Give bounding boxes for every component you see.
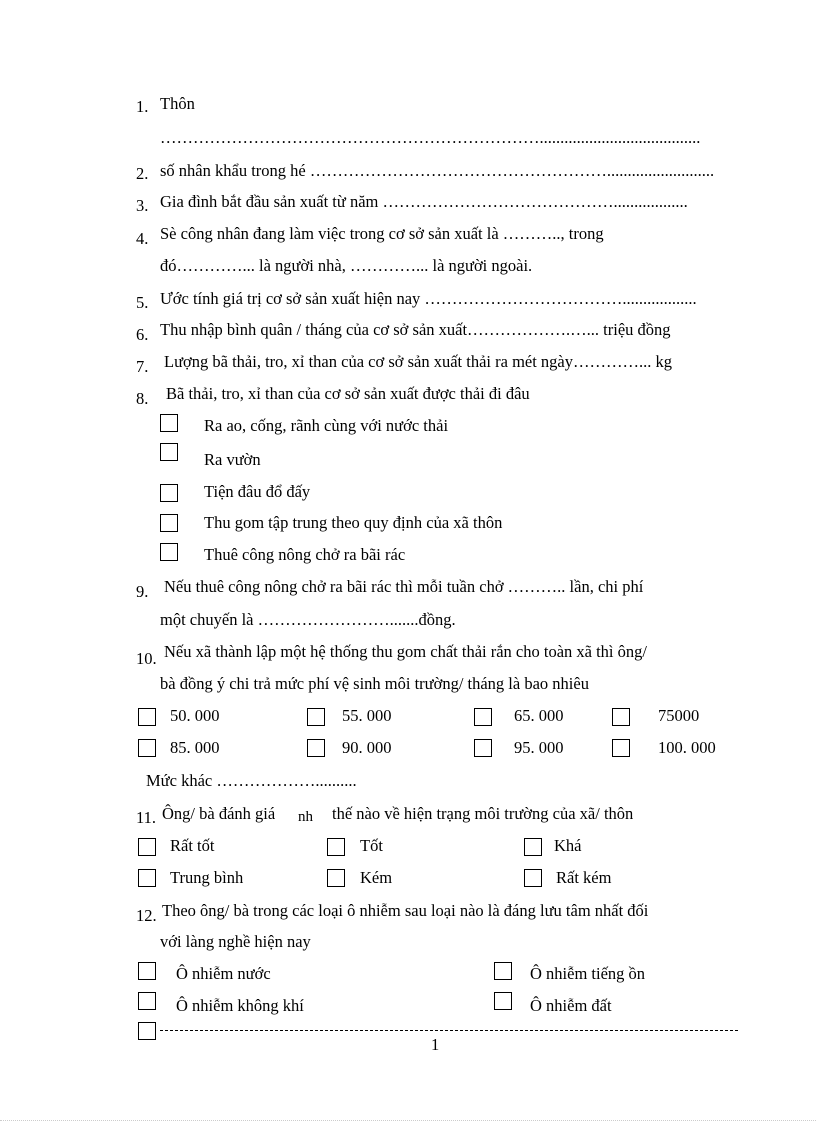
q11-option-good-checkbox[interactable] <box>327 838 345 856</box>
q10-option-95000-checkbox[interactable] <box>474 739 492 757</box>
q12-number: 12. <box>136 906 157 925</box>
q10-option-90000-checkbox[interactable] <box>307 739 325 757</box>
q10-number: 10. <box>136 649 157 668</box>
q11-option-fair-label: Khá <box>554 836 582 855</box>
q7-number: 7. <box>136 357 149 376</box>
q8-option-3-checkbox[interactable] <box>160 484 178 502</box>
q1-number: 1. <box>136 97 149 116</box>
q10-option-65000-label: 65. 000 <box>514 706 564 725</box>
page-number: 1 <box>431 1035 440 1054</box>
q8-option-4-label: Thu gom tập trung theo quy định của xã thôn <box>204 513 503 532</box>
q5-number: 5. <box>136 293 149 312</box>
q7-label: Lượng bã thải, tro, xỉ than của cơ sở sản xuất thải ra mét ngày…………... kg <box>164 352 673 371</box>
q4-number: 4. <box>136 229 149 248</box>
q3-label: Gia đình bắt đầu sản xuất từ năm …………………………………….................. <box>160 192 688 211</box>
q11-option-average-label: Trung bình <box>170 868 244 887</box>
q2-label: số nhân khẩu trong hé ……………………………………………….......................... <box>160 161 715 180</box>
q11-label-nh: nh <box>298 809 313 825</box>
q8-option-1-label: Ra ao, cống, rãnh cùng với nước thải <box>204 416 449 435</box>
q1-answer-line[interactable]: ……………………………………………………………....................................... <box>160 128 701 147</box>
q8-option-5-checkbox[interactable] <box>160 543 178 561</box>
q8-label: Bã thải, tro, xỉ than của cơ sở sản xuất được thải đi đâu <box>166 384 530 403</box>
q1-label: Thôn <box>160 94 195 113</box>
q6-number: 6. <box>136 325 149 344</box>
q12-option-extra-checkbox[interactable] <box>138 1022 156 1040</box>
q11-option-poor-label: Kém <box>360 868 393 887</box>
q9-number: 9. <box>136 582 149 601</box>
q11-option-very-good-label: Rất tốt <box>170 836 215 855</box>
q12-option-air-label: Ô nhiễm không khí <box>176 996 304 1015</box>
q10-option-65000-checkbox[interactable] <box>474 708 492 726</box>
q11-number: 11. <box>136 808 157 827</box>
q8-option-2-checkbox[interactable] <box>160 443 178 461</box>
q11-label-part1: Ông/ bà đánh giá <box>162 804 276 823</box>
q10-option-75000-checkbox[interactable] <box>612 708 630 726</box>
q3-number: 3. <box>136 196 149 215</box>
q10-option-100000-label: 100. 000 <box>658 738 716 757</box>
q11-option-very-good-checkbox[interactable] <box>138 838 156 856</box>
q9-label-line2: một chuyến là …………………….......đồng. <box>160 610 456 629</box>
q12-option-soil-checkbox[interactable] <box>494 992 512 1010</box>
q10-option-100000-checkbox[interactable] <box>612 739 630 757</box>
q8-option-3-label: Tiện đâu đổ đấy <box>204 482 311 501</box>
q11-label-part2: thế nào về hiện trạng môi trường của xã/ thôn <box>332 804 634 823</box>
q10-option-85000-checkbox[interactable] <box>138 739 156 757</box>
q12-option-soil-label: Ô nhiễm đất <box>530 996 612 1015</box>
q4-label-line1: Sè công nhân đang làm việc trong cơ sở sản xuất là ……….., trong <box>160 224 604 243</box>
footer-divider <box>160 1030 738 1031</box>
q4-label-line2: đó…………... là người nhà, …………... là người ngoài. <box>160 256 533 275</box>
q10-label-line2: bà đồng ý chi trả mức phí vệ sinh môi trường/ tháng là bao nhiêu <box>160 674 589 693</box>
q10-option-75000-label: 75000 <box>658 706 700 725</box>
q10-option-50000-checkbox[interactable] <box>138 708 156 726</box>
q12-option-noise-checkbox[interactable] <box>494 962 512 980</box>
q11-option-very-poor-checkbox[interactable] <box>524 869 542 887</box>
q10-option-85000-label: 85. 000 <box>170 738 220 757</box>
q10-label-line1: Nếu xã thành lập một hệ thống thu gom chất thải rắn cho toàn xã thì ông/ <box>164 642 647 661</box>
q10-option-95000-label: 95. 000 <box>514 738 564 757</box>
q12-option-air-checkbox[interactable] <box>138 992 156 1010</box>
q11-option-good-label: Tốt <box>360 836 383 855</box>
q12-label-line1: Theo ông/ bà trong các loại ô nhiễm sau loại nào là đáng lưu tâm nhất đối <box>162 901 649 920</box>
q10-other-amount[interactable]: Mức khác ……………….......... <box>146 771 357 790</box>
q8-option-1-checkbox[interactable] <box>160 414 178 432</box>
q6-label: Thu nhập bình quân / tháng của cơ sở sản xuất……………….…... triệu đồng <box>160 320 671 339</box>
q9-label-line1: Nếu thuê công nông chở ra bãi rác thì mỗi tuần chở ……….. lần, chi phí <box>164 577 644 596</box>
q8-option-2-label: Ra vườn <box>204 450 261 469</box>
q11-option-average-checkbox[interactable] <box>138 869 156 887</box>
q10-option-50000-label: 50. 000 <box>170 706 220 725</box>
q12-option-water-label: Ô nhiễm nước <box>176 964 271 983</box>
page-bottom-edge <box>0 1120 816 1121</box>
q10-option-55000-checkbox[interactable] <box>307 708 325 726</box>
q11-option-fair-checkbox[interactable] <box>524 838 542 856</box>
q5-label: Ước tính giá trị cơ sở sản xuất hiện nay ……………………………….................. <box>160 289 697 308</box>
q10-option-55000-label: 55. 000 <box>342 706 392 725</box>
q8-option-4-checkbox[interactable] <box>160 514 178 532</box>
q12-option-noise-label: Ô nhiễm tiếng ồn <box>530 964 646 983</box>
q11-option-very-poor-label: Rất kém <box>556 868 612 887</box>
q12-option-water-checkbox[interactable] <box>138 962 156 980</box>
q2-number: 2. <box>136 164 149 183</box>
q10-option-90000-label: 90. 000 <box>342 738 392 757</box>
q12-label-line2: với làng nghề hiện nay <box>160 932 311 951</box>
q11-option-poor-checkbox[interactable] <box>327 869 345 887</box>
q8-number: 8. <box>136 389 149 408</box>
q8-option-5-label: Thuê công nông chở ra bãi rác <box>204 545 406 564</box>
